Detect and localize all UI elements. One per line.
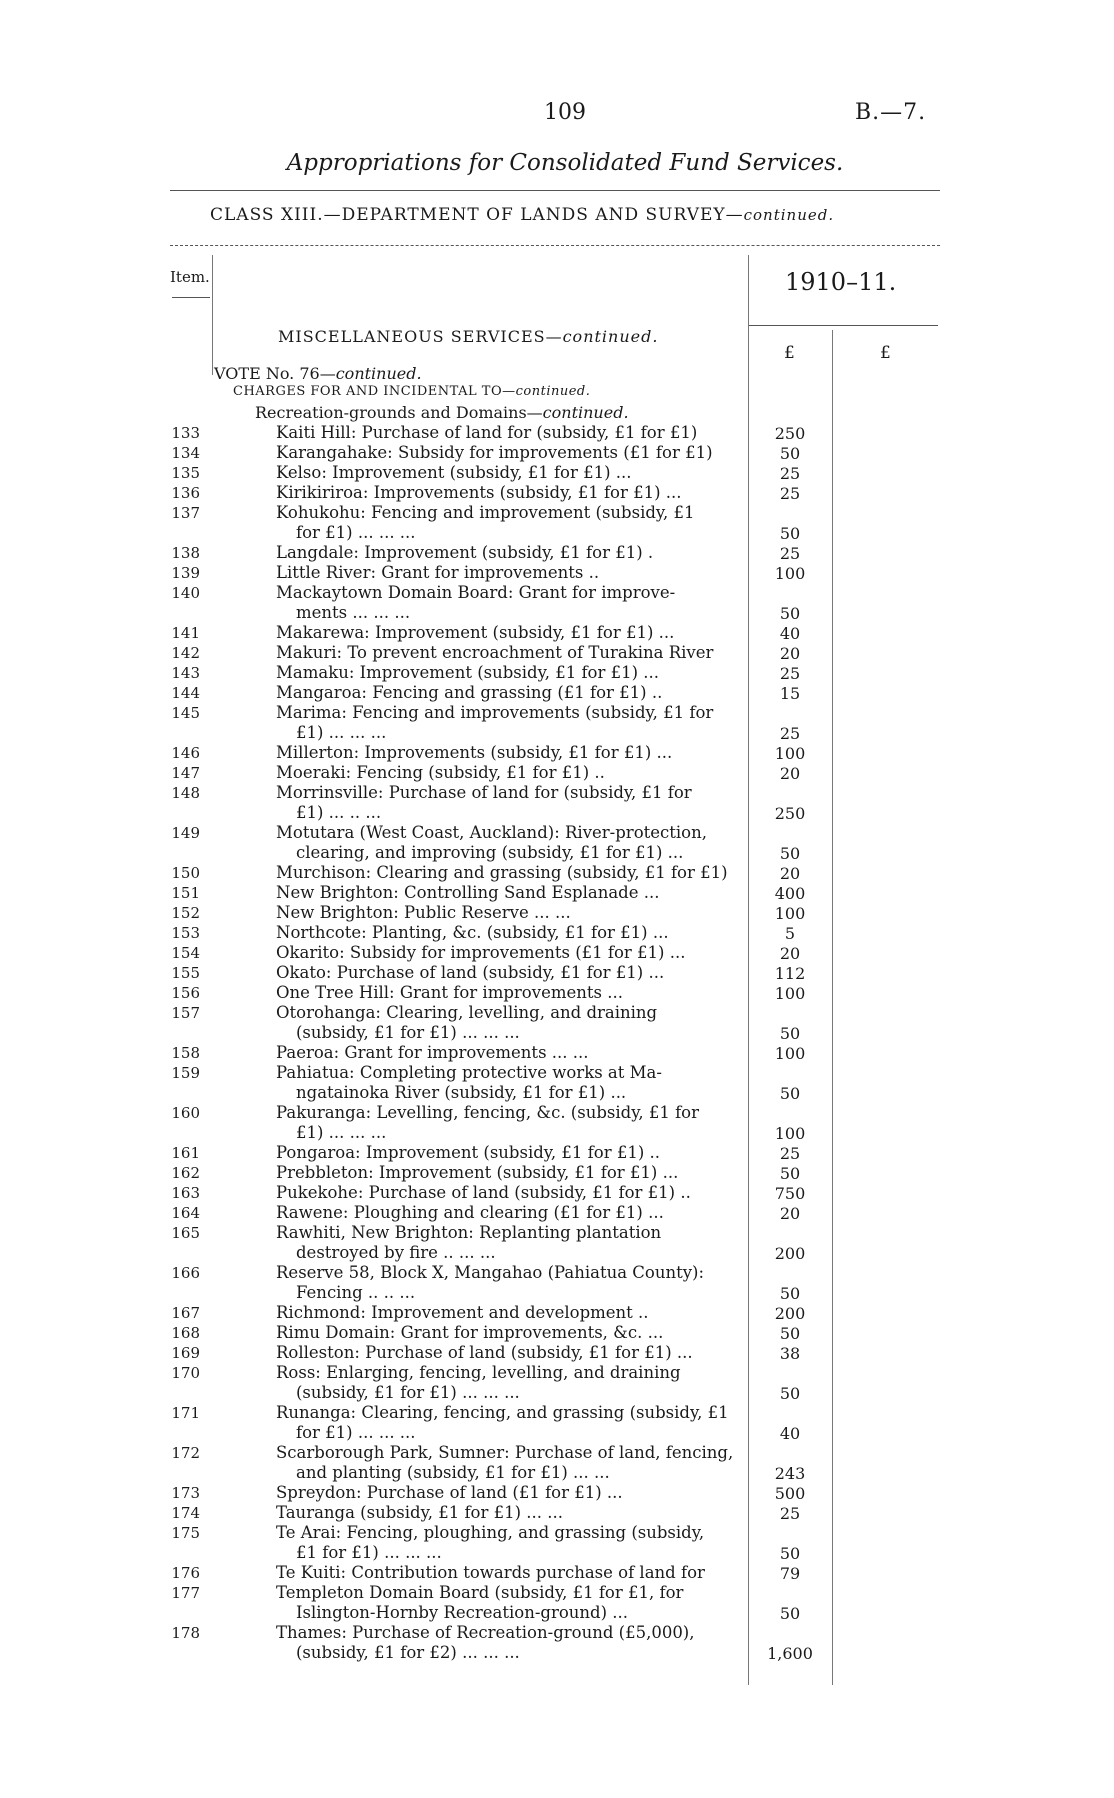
item-description-continued: £1) ... ... ...	[296, 723, 387, 742]
item-description: One Tree Hill: Grant for improvements ...	[276, 983, 623, 1002]
item-description-continued: for £1) ... ... ...	[296, 1423, 416, 1442]
item-number: 134	[171, 444, 200, 462]
item-description: Kirikiriroa: Improvements (subsidy, £1 for £1) ...	[276, 483, 682, 502]
item-description: Little River: Grant for improvements ..	[276, 563, 600, 582]
item-amount: 38	[779, 1344, 801, 1363]
item-number: 133	[171, 424, 200, 442]
item-description: Templeton Domain Board (subsidy, £1 for £1, for	[276, 1583, 684, 1602]
item-amount: 400	[774, 884, 806, 903]
item-description: Kohukohu: Fencing and improvement (subsidy, £1	[276, 503, 695, 522]
item-description: Ross: Enlarging, fencing, levelling, and draining	[276, 1363, 681, 1382]
subsection-heading	[255, 403, 629, 422]
item-description: Millerton: Improvements (subsidy, £1 for £1) ...	[276, 743, 673, 762]
charges-heading-text: CHARGES FOR AND INCIDENTAL TO—	[233, 384, 516, 399]
title-rule	[170, 190, 940, 191]
item-number: 159	[171, 1064, 200, 1082]
item-description: Richmond: Improvement and development ..	[276, 1303, 649, 1322]
item-amount: 50	[779, 1544, 801, 1563]
vote-heading	[214, 364, 422, 383]
item-amount: 100	[774, 1124, 806, 1143]
item-description: Runanga: Clearing, fencing, and grassing (subsidy, £1	[276, 1403, 729, 1422]
section-heading	[278, 327, 658, 346]
item-description-continued: Fencing .. .. ...	[296, 1283, 416, 1302]
item-description-continued: ngatainoka River (subsidy, £1 for £1) ...	[296, 1083, 627, 1102]
item-number: 175	[171, 1524, 200, 1542]
item-description: New Brighton: Public Reserve ... ...	[276, 903, 571, 922]
item-number: 152	[171, 904, 200, 922]
item-description: Motutara (West Coast, Auckland): River-protection,	[276, 823, 707, 842]
subsection-heading-continued: continued.	[542, 403, 629, 422]
item-number: 156	[171, 984, 200, 1002]
item-description: Otorohanga: Clearing, levelling, and draining	[276, 1003, 658, 1022]
item-number: 147	[171, 764, 200, 782]
item-number: 153	[171, 924, 200, 942]
item-description: Te Kuiti: Contribution towards purchase of land for	[276, 1563, 705, 1582]
item-description: Makarewa: Improvement (subsidy, £1 for £1) ...	[276, 623, 675, 642]
item-number: 167	[171, 1304, 200, 1322]
item-description-continued: and planting (subsidy, £1 for £1) ... ...	[296, 1463, 610, 1482]
item-amount: 15	[779, 684, 801, 703]
item-description-continued: £1) ... .. ...	[296, 803, 382, 822]
item-number: 142	[171, 644, 200, 662]
section-heading-continued: continued.	[562, 327, 659, 346]
class-heading-continued: continued.	[743, 206, 835, 224]
vote-heading-continued: continued.	[335, 364, 422, 383]
item-number: 157	[171, 1004, 200, 1022]
year-column-header: 1910–11.	[785, 268, 897, 296]
item-amount: 5	[784, 924, 796, 943]
item-amount: 100	[774, 744, 806, 763]
item-amount: 79	[779, 1564, 801, 1583]
item-amount: 25	[779, 724, 801, 743]
item-amount: 50	[779, 1604, 801, 1623]
item-description: Prebbleton: Improvement (subsidy, £1 for £1) ...	[276, 1163, 679, 1182]
item-description: Scarborough Park, Sumner: Purchase of land, fencing,	[276, 1443, 734, 1462]
amount-column-right-divider	[832, 330, 833, 1685]
item-number: 170	[171, 1364, 200, 1382]
item-description: Rawhiti, New Brighton: Replanting plantation	[276, 1223, 662, 1242]
vote-heading-text: VOTE No. 76—	[214, 364, 336, 383]
page-number: 109	[544, 100, 586, 125]
item-number: 172	[171, 1444, 200, 1462]
item-number: 150	[171, 864, 200, 882]
item-number: 176	[171, 1564, 200, 1582]
item-amount: 20	[779, 644, 801, 663]
item-description: New Brighton: Controlling Sand Esplanade ...	[276, 883, 660, 902]
item-amount: 112	[774, 964, 806, 983]
item-number: 168	[171, 1324, 200, 1342]
item-description-continued: £1) ... ... ...	[296, 1123, 387, 1142]
item-description: Paeroa: Grant for improvements ... ...	[276, 1043, 589, 1062]
item-amount: 50	[779, 604, 801, 623]
item-amount: 20	[779, 864, 801, 883]
item-number: 143	[171, 664, 200, 682]
item-column-header: Item.	[170, 268, 210, 286]
item-amount: 40	[779, 624, 801, 643]
item-amount: 50	[779, 444, 801, 463]
item-amount: 100	[774, 904, 806, 923]
item-description: Marima: Fencing and improvements (subsidy, £1 for	[276, 703, 714, 722]
item-description-continued: (subsidy, £1 for £1) ... ... ...	[296, 1023, 520, 1042]
item-description-continued: clearing, and improving (subsidy, £1 for £1) ...	[296, 843, 684, 862]
item-amount: 200	[774, 1244, 806, 1263]
item-number: 169	[171, 1344, 200, 1362]
class-heading	[210, 205, 834, 225]
item-description: Te Arai: Fencing, ploughing, and grassing (subsidy,	[276, 1523, 705, 1542]
item-number: 160	[171, 1104, 200, 1122]
pound-column-1: £	[784, 343, 795, 363]
item-amount: 50	[779, 844, 801, 863]
item-number: 135	[171, 464, 200, 482]
item-description: Murchison: Clearing and grassing (subsidy, £1 for £1)	[276, 863, 728, 882]
item-amount: 25	[779, 544, 801, 563]
item-amount: 50	[779, 524, 801, 543]
item-amount: 250	[774, 424, 806, 443]
item-amount: 50	[779, 1164, 801, 1183]
item-description: Mangaroa: Fencing and grassing (£1 for £1) ..	[276, 683, 663, 702]
item-number: 151	[171, 884, 200, 902]
item-description: Northcote: Planting, &c. (subsidy, £1 for £1) ...	[276, 923, 669, 942]
item-number: 149	[171, 824, 200, 842]
item-description: Kelso: Improvement (subsidy, £1 for £1) ...	[276, 463, 632, 482]
item-description: Kaiti Hill: Purchase of land for (subsidy, £1 for £1)	[276, 423, 698, 442]
item-number: 146	[171, 744, 200, 762]
item-description: Pakuranga: Levelling, fencing, &c. (subsidy, £1 for	[276, 1103, 699, 1122]
item-amount: 25	[779, 1504, 801, 1523]
item-amount: 25	[779, 1144, 801, 1163]
item-amount: 50	[779, 1284, 801, 1303]
item-number: 145	[171, 704, 200, 722]
item-description: Karangahake: Subsidy for improvements (£1 for £1)	[276, 443, 713, 462]
item-description: Pahiatua: Completing protective works at Ma-	[276, 1063, 662, 1082]
item-amount: 20	[779, 764, 801, 783]
item-description: Rawene: Ploughing and clearing (£1 for £1) ...	[276, 1203, 664, 1222]
item-description: Thames: Purchase of Recreation-ground (£5,000),	[276, 1623, 695, 1642]
amount-column-left-divider	[748, 255, 749, 1685]
item-description-continued: for £1) ... ... ...	[296, 523, 416, 542]
item-amount: 25	[779, 664, 801, 683]
item-number: 140	[171, 584, 200, 602]
item-header-rule	[172, 297, 210, 298]
item-amount: 1,600	[767, 1644, 813, 1663]
item-number: 155	[171, 964, 200, 982]
section-heading-text: MISCELLANEOUS SERVICES—	[278, 327, 563, 346]
item-description: Spreydon: Purchase of land (£1 for £1) ...	[276, 1483, 623, 1502]
item-number: 141	[171, 624, 200, 642]
item-amount: 50	[779, 1324, 801, 1343]
item-description-continued: (subsidy, £1 for £1) ... ... ...	[296, 1383, 520, 1402]
item-description: Morrinsville: Purchase of land for (subsidy, £1 for	[276, 783, 692, 802]
item-description-continued: Islington-Hornby Recreation-ground) ...	[296, 1603, 629, 1622]
item-number: 136	[171, 484, 200, 502]
item-amount: 40	[779, 1424, 801, 1443]
charges-heading-continued: continued.	[515, 384, 591, 399]
item-description: Mamaku: Improvement (subsidy, £1 for £1) ...	[276, 663, 660, 682]
item-number: 166	[171, 1264, 200, 1282]
item-amount: 20	[779, 944, 801, 963]
item-number: 177	[171, 1584, 200, 1602]
item-description: Reserve 58, Block X, Mangahao (Pahiatua County):	[276, 1263, 705, 1282]
item-amount: 500	[774, 1484, 806, 1503]
item-number: 158	[171, 1044, 200, 1062]
item-number: 162	[171, 1164, 200, 1182]
item-amount: 50	[779, 1024, 801, 1043]
item-amount: 50	[779, 1084, 801, 1103]
item-amount: 50	[779, 1384, 801, 1403]
item-description-continued: destroyed by fire .. ... ...	[296, 1243, 496, 1262]
item-number: 163	[171, 1184, 200, 1202]
item-number: 148	[171, 784, 200, 802]
item-number: 174	[171, 1504, 200, 1522]
item-number: 144	[171, 684, 200, 702]
item-description: Rimu Domain: Grant for improvements, &c. ...	[276, 1323, 664, 1342]
item-number: 138	[171, 544, 200, 562]
class-rule	[170, 245, 940, 246]
item-number: 171	[171, 1404, 200, 1422]
item-number: 137	[171, 504, 200, 522]
item-description: Mackaytown Domain Board: Grant for improve-	[276, 583, 676, 602]
item-description: Okarito: Subsidy for improvements (£1 for £1) ...	[276, 943, 686, 962]
item-description-continued: £1 for £1) ... ... ...	[296, 1543, 442, 1562]
item-description: Pukekohe: Purchase of land (subsidy, £1 for £1) ..	[276, 1183, 691, 1202]
item-number: 178	[171, 1624, 200, 1642]
class-heading-text: CLASS XIII.—DEPARTMENT OF LANDS AND SURVEY—	[210, 205, 744, 225]
item-number: 165	[171, 1224, 200, 1242]
item-number: 154	[171, 944, 200, 962]
subsection-heading-text: Recreation-grounds and Domains—	[255, 403, 543, 422]
item-amount: 250	[774, 804, 806, 823]
item-description-continued: (subsidy, £1 for £2) ... ... ...	[296, 1643, 520, 1662]
document-reference: B.—7.	[855, 100, 927, 125]
item-amount: 100	[774, 564, 806, 583]
item-number: 164	[171, 1204, 200, 1222]
year-header-rule	[748, 325, 938, 326]
item-amount: 100	[774, 984, 806, 1003]
item-description-continued: ments ... ... ...	[296, 603, 411, 622]
item-number: 173	[171, 1484, 200, 1502]
item-amount: 750	[774, 1184, 806, 1203]
item-amount: 200	[774, 1304, 806, 1323]
item-description: Okato: Purchase of land (subsidy, £1 for £1) ...	[276, 963, 665, 982]
item-column-divider	[212, 255, 213, 375]
item-number: 161	[171, 1144, 200, 1162]
item-amount: 100	[774, 1044, 806, 1063]
charges-heading	[233, 384, 590, 399]
item-amount: 20	[779, 1204, 801, 1223]
item-amount: 243	[774, 1464, 806, 1483]
item-description: Makuri: To prevent encroachment of Turakina River	[276, 643, 714, 662]
item-description: Pongaroa: Improvement (subsidy, £1 for £1) ..	[276, 1143, 661, 1162]
item-description: Moeraki: Fencing (subsidy, £1 for £1) ..	[276, 763, 605, 782]
item-description: Rolleston: Purchase of land (subsidy, £1 for £1) ...	[276, 1343, 693, 1362]
item-amount: 25	[779, 464, 801, 483]
item-number: 139	[171, 564, 200, 582]
item-description: Langdale: Improvement (subsidy, £1 for £1) .	[276, 543, 654, 562]
pound-column-2: £	[880, 343, 891, 363]
page-title: Appropriations for Consolidated Fund Services.	[286, 150, 844, 176]
item-description: Tauranga (subsidy, £1 for £1) ... ...	[276, 1503, 564, 1522]
item-amount: 25	[779, 484, 801, 503]
